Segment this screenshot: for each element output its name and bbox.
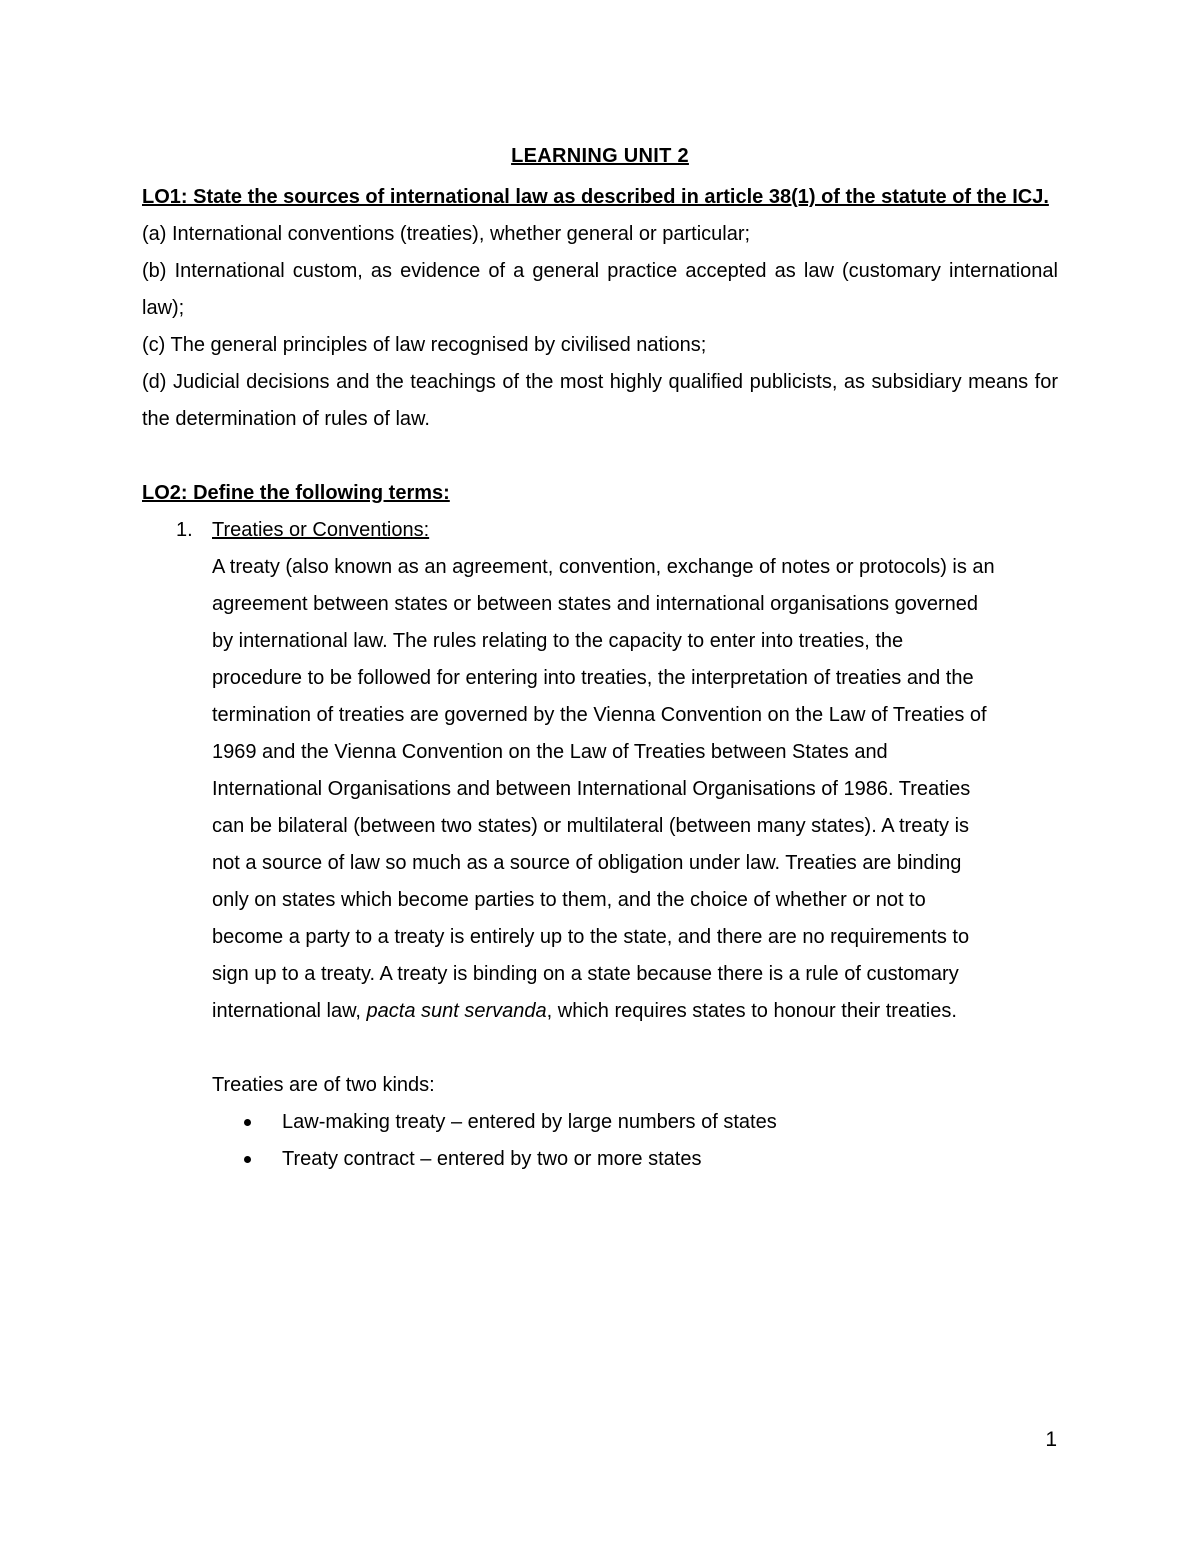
- definition-line: only on states which become parties to them, and the choice of whether or not to: [212, 889, 926, 911]
- definition-line: A treaty (also known as an agreement, convention, exchange of notes or protocols) is an: [212, 556, 995, 578]
- list-item: [244, 1141, 1058, 1178]
- definition-line: 1969 and the Vienna Convention on the Law of Treaties between States and: [212, 741, 888, 763]
- definition-line: by international law. The rules relating to the capacity to enter into treaties, the: [212, 630, 904, 652]
- definition-line: sign up to a treaty. A treaty is binding on a state because there is a rule of customary: [212, 963, 959, 985]
- list-item-text: Law-making treaty – entered by large numbers of states: [282, 1111, 777, 1133]
- term-number: 1.: [176, 519, 193, 541]
- kinds-list: [142, 1104, 1058, 1178]
- kinds-intro: Treaties are of two kinds:: [212, 1074, 435, 1096]
- bullet-icon: [244, 1119, 251, 1126]
- lo2-heading: LO2: Define the following terms:: [142, 482, 450, 504]
- document-page: [142, 138, 1058, 1178]
- definition-line: agreement between states or between states and international organisations governed: [212, 593, 979, 615]
- definition-line: become a party to a treaty is entirely up to the state, and there are no requirements to: [212, 926, 970, 948]
- definition-line: International Organisations and between International Organisations of 1986. Treaties: [212, 778, 971, 800]
- definition-text: international law,: [212, 1000, 367, 1022]
- list-item-text: Treaty contract – entered by two or more states: [282, 1148, 702, 1170]
- term-definition: [212, 549, 1062, 1030]
- definition-line: termination of treaties are governed by the Vienna Convention on the Law of Treaties of: [212, 704, 987, 726]
- page-number: 1: [1045, 1428, 1057, 1451]
- lo1-heading: LO1: State the sources of international law as described in article 38(1) of the statute of the ICJ.: [142, 186, 1049, 208]
- term-label: Treaties or Conventions:: [212, 519, 430, 541]
- definition-line: not a source of law so much as a source of obligation under law. Treaties are binding: [212, 852, 962, 874]
- latin-term: pacta sunt servanda: [366, 1000, 547, 1022]
- definition-text: , which requires states to honour their treaties.: [546, 1000, 957, 1022]
- definition-line: can be bilateral (between two states) or multilateral (between many states). A treaty is: [212, 815, 970, 837]
- term-item: [142, 512, 1058, 549]
- list-item: [244, 1104, 1058, 1141]
- lo1-item-b: (b) International custom, as evidence of a general practice accepted as law (customary international law);: [142, 260, 1058, 319]
- definition-line: procedure to be followed for entering into treaties, the interpretation of treaties and the: [212, 667, 974, 689]
- definition-last-line: [212, 993, 1062, 1030]
- lo1-item-c: (c) The general principles of law recognised by civilised nations;: [142, 334, 707, 356]
- lo1-item-d: (d) Judicial decisions and the teachings of the most highly qualified publicists, as subsidiary means for the determination of rules of law.: [142, 371, 1058, 430]
- page-title: LEARNING UNIT 2: [511, 145, 689, 167]
- bullet-icon: [244, 1156, 251, 1163]
- lo1-item-a: (a) International conventions (treaties), whether general or particular;: [142, 223, 751, 245]
